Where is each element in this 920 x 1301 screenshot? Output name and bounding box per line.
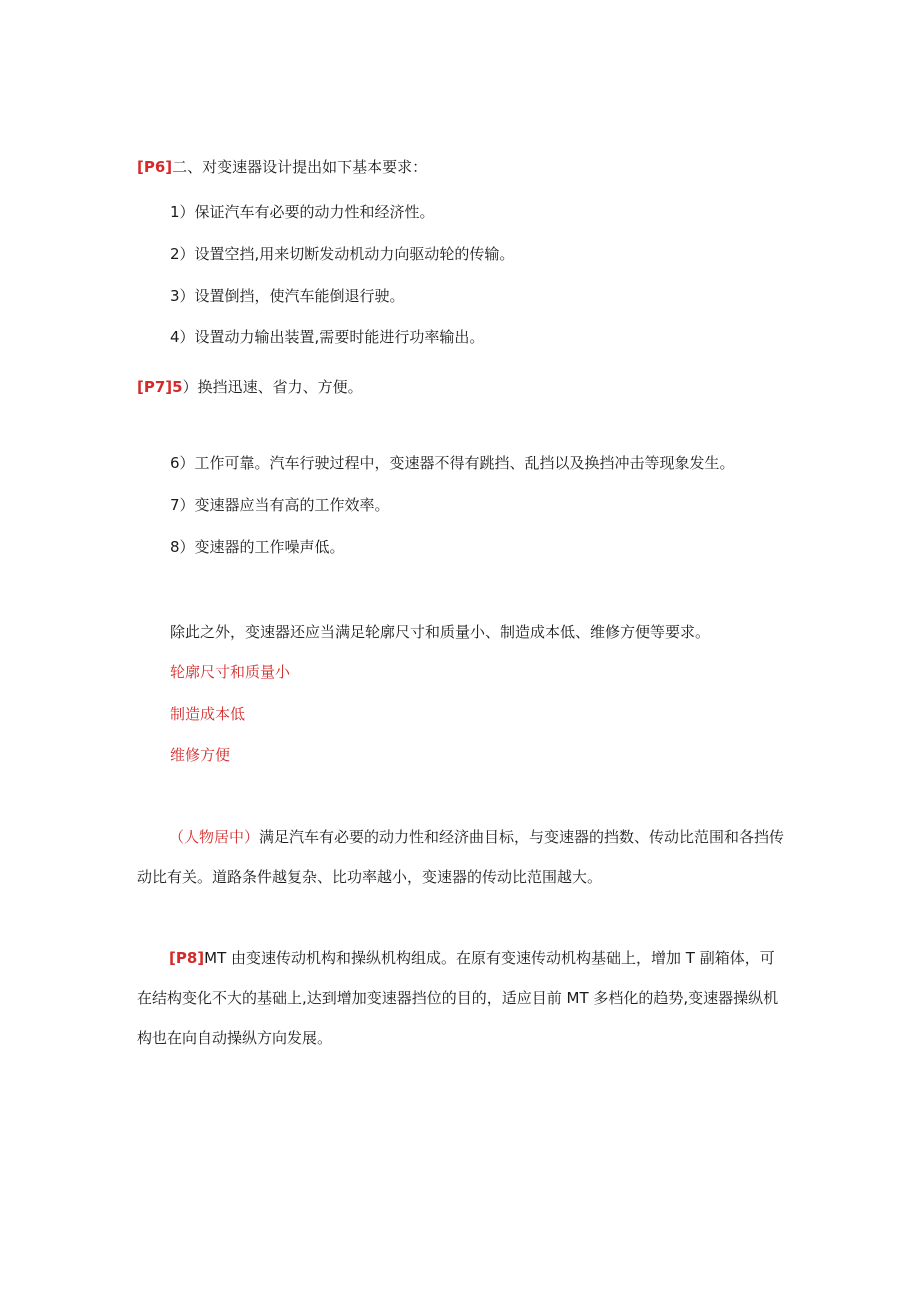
page-tag-p7: [P7] [137,378,173,396]
paragraph-gear-ratio [137,817,787,897]
requirement-item-6: 6）工作可靠。汽车行驶过程中，变速器不得有跳挡、乱挡以及换挡冲击等现象发生。 [170,454,735,472]
paragraph-mt [137,938,787,1058]
item5-number: 5 [172,378,183,396]
extra-requirements-intro: 除此之外，变速器还应当满足轮廓尺寸和质量小、制造成本低、维修方便等要求。 [170,623,711,641]
paragraph-gear-ratio-text: 满足汽车有必要的动力性和经济曲目标，与变速器的挡数、传动比范围和各挡传动比有关。道路条件越复杂、比功率越小，变速器的传动比范围越大。 [137,828,785,886]
requirement-item-3: 3）设置倒挡，使汽车能倒退行驶。 [170,287,405,305]
requirement-item-5 [137,377,363,397]
page-tag-p6: [P6] [137,158,173,176]
paragraph-mt-text: MT 由变速传动机构和操纵机构组成。在原有变速传动机构基础上，增加 T 副箱体，可在结构变化不大的基础上,达到增加变速器挡位的目的，适应目前 MT 多档化的趋势,变速器操纵机构也在向自动操纵方向发展。 [137,949,779,1047]
page-tag-p8: [P8] [169,949,205,967]
requirement-item-4: 4）设置动力输出装置,需要时能进行功率输出。 [170,328,485,346]
item5-text: ）换挡迅速、省力、方便。 [182,378,363,396]
heading-text: 二、对变速器设计提出如下基本要求： [172,158,428,176]
highlight-size-weight: 轮廓尺寸和质量小 [170,663,291,681]
character-note: （人物居中） [169,828,260,846]
section-heading [137,157,427,177]
requirement-item-1: 1）保证汽车有必要的动力性和经济性。 [170,203,435,221]
highlight-cost: 制造成本低 [170,705,246,723]
requirement-item-8: 8）变速器的工作噪声低。 [170,538,345,556]
requirement-item-2: 2）设置空挡,用来切断发动机动力向驱动轮的传输。 [170,245,515,263]
requirement-item-7: 7）变速器应当有高的工作效率。 [170,496,390,514]
highlight-maintenance: 维修方便 [170,746,231,764]
